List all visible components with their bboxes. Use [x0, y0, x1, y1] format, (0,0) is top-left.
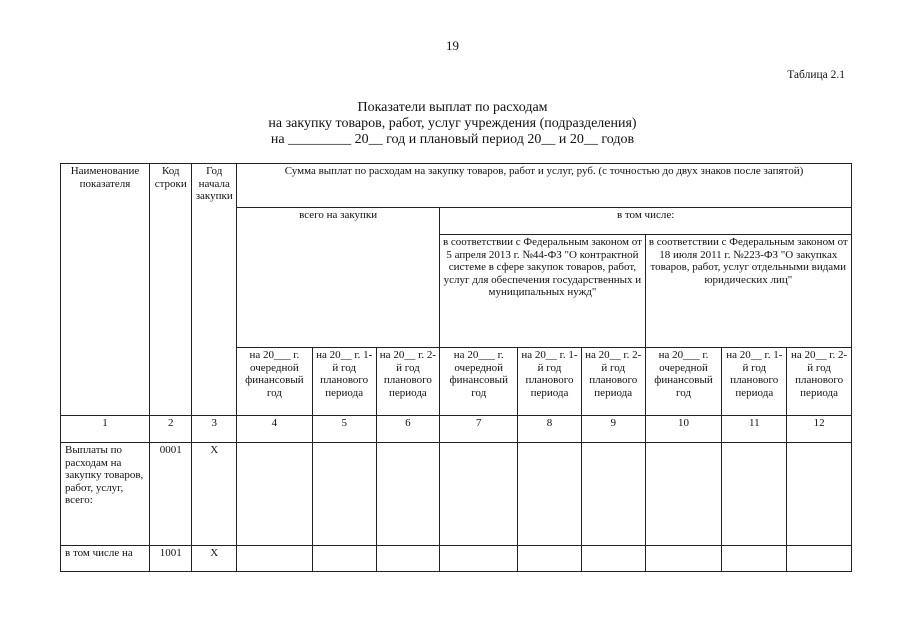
- data-cell[interactable]: [518, 546, 582, 572]
- header-payment-sum: Сумма выплат по расходам на закупку товаров, работ и услуг, руб. (с точностью до двух знаков после запятой): [236, 164, 851, 208]
- data-cell[interactable]: [440, 546, 518, 572]
- period-total-first: на 20__ г. 1-й год планового периода: [312, 348, 376, 416]
- header-total-purchases: всего на закупки: [236, 208, 439, 348]
- row-year: X: [192, 443, 237, 546]
- data-cell[interactable]: [236, 546, 312, 572]
- period-total-current: на 20___ г. очередной финансовый год: [236, 348, 312, 416]
- column-number: 9: [581, 416, 645, 443]
- data-cell[interactable]: [236, 443, 312, 546]
- header-start-year: Год начала закупки: [192, 164, 237, 416]
- column-number: 6: [376, 416, 440, 443]
- title-line-3: на _________ 20__ год и плановый период 20__ и 20__ годов: [270, 132, 635, 147]
- data-cell[interactable]: [581, 546, 645, 572]
- page-number: 19: [446, 38, 459, 53]
- column-number: 4: [236, 416, 312, 443]
- header-law-223fz: в соответствии с Федеральным законом от 18 июля 2011 г. №223-ФЗ "О закупках товаров, работ, услуг отдельными видами юридических лиц": [645, 235, 851, 348]
- title-line-2: на закупку товаров, работ, услуг учреждения (подразделения): [268, 116, 637, 131]
- period-total-second: на 20__ г. 2-й год планового периода: [376, 348, 440, 416]
- column-number-row: [61, 416, 852, 443]
- period-223fz-second: на 20__ г. 2-й год планового периода: [787, 348, 852, 416]
- header-row-code: Код строки: [150, 164, 192, 416]
- header-law-44fz: в соответствии с Федеральным законом от 5 апреля 2013 г. №44-ФЗ "О контрактной системе в сфере закупок товаров, работ, услуг для обеспечения государственных и муниципальных нужд": [440, 235, 645, 348]
- period-223fz-current: на 20___ г. очередной финансовый год: [645, 348, 722, 416]
- data-cell[interactable]: [312, 443, 376, 546]
- column-number: 3: [192, 416, 237, 443]
- column-number: 1: [61, 416, 150, 443]
- column-number: 7: [440, 416, 518, 443]
- row-code: 1001: [150, 546, 192, 572]
- data-cell[interactable]: [312, 546, 376, 572]
- title-line-1: Показатели выплат по расходам: [357, 100, 548, 115]
- column-number: 11: [722, 416, 787, 443]
- data-cell[interactable]: [440, 443, 518, 546]
- table-title: [0, 100, 905, 148]
- data-cell[interactable]: [722, 443, 787, 546]
- row-name: Выплаты по расходам на закупку товаров, работ, услуг, всего:: [61, 443, 150, 546]
- period-44fz-first: на 20__ г. 1-й год планового периода: [518, 348, 582, 416]
- column-number: 8: [518, 416, 582, 443]
- column-number: 12: [787, 416, 852, 443]
- column-number: 5: [312, 416, 376, 443]
- table-row: [61, 443, 852, 546]
- data-cell[interactable]: [645, 443, 722, 546]
- data-cell[interactable]: [581, 443, 645, 546]
- column-number: 2: [150, 416, 192, 443]
- data-cell[interactable]: [722, 546, 787, 572]
- row-code: 0001: [150, 443, 192, 546]
- data-cell[interactable]: [376, 443, 440, 546]
- row-year: X: [192, 546, 237, 572]
- table-label: Таблица 2.1: [787, 69, 845, 81]
- data-cell[interactable]: [518, 443, 582, 546]
- data-cell[interactable]: [645, 546, 722, 572]
- header-indicator-name: Наименование показателя: [61, 164, 150, 416]
- period-223fz-first: на 20__ г. 1-й год планового периода: [722, 348, 787, 416]
- column-number: 10: [645, 416, 722, 443]
- header-including: в том числе:: [440, 208, 852, 235]
- data-cell[interactable]: [376, 546, 440, 572]
- data-cell[interactable]: [787, 546, 852, 572]
- expenses-table: [60, 163, 852, 572]
- row-name: в том числе на: [61, 546, 150, 572]
- table-row: [61, 546, 852, 572]
- data-cell[interactable]: [787, 443, 852, 546]
- period-44fz-second: на 20__ г. 2-й год планового периода: [581, 348, 645, 416]
- period-44fz-current: на 20___ г. очередной финансовый год: [440, 348, 518, 416]
